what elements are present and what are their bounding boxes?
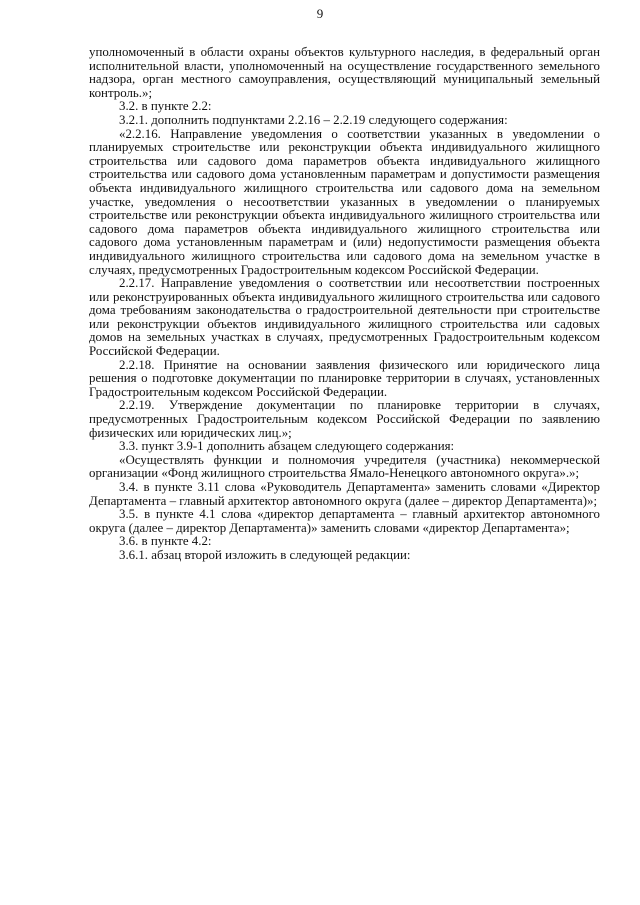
document-body (89, 46, 600, 563)
paragraph-2: 3.2. в пункте 2.2: (119, 99, 212, 114)
paragraph-13: 3.6.1. абзац второй изложить в следующей редакции: (119, 547, 411, 562)
paragraph-12: 3.6. в пункте 4.2: (119, 534, 212, 549)
page-number: 9 (316, 6, 324, 21)
paragraph-5: 2.2.17. Направление уведомления о соответствии или несоответствии построенных или реконструированных объекта индивидуального жилищного строительства или садового дома требованиям законодательства о градостроительной деятельности при строительстве или реконструкции объектов индивидуального жилищного строительства или садовых домов на земельных участках в случаях, предусмотренных Градостроительным кодексом Российской Федерации. (89, 276, 600, 359)
paragraph-7: 2.2.19. Утверждение документации по планировке территории в случаях, предусмотренных Градостроительным кодексом Российской Федерации по заявлению физических или юридических лиц.»; (89, 398, 600, 440)
paragraph-10: 3.4. в пункте 3.11 слова «Руководитель Департамента» заменить словами «Директор Департамента – главный архитектор автономного округа (далее – директор Департамента)»; (89, 480, 600, 508)
paragraph-9: «Осуществлять функции и полномочия учредителя (участника) некоммерческой организации «Фонд жилищного строительства Ямало-Ненецкого автономного округа».»; (89, 452, 600, 481)
paragraph-11: 3.5. в пункте 4.1 слова «директор департамента – главный архитектор автономного округа (далее – директор Департамента)» заменить словами «директор Департамента»; (89, 507, 600, 535)
paragraph-8: 3.3. пункт 3.9-1 дополнить абзацем следующего содержания: (119, 439, 455, 454)
paragraph-6: 2.2.18. Принятие на основании заявления физического или юридического лица решения о подготовке документации по планировке территории в случаях, установленных Градостроительным кодексом Российской Федерации. (89, 357, 600, 399)
paragraph-4: «2.2.16. Направление уведомления о соответствии указанных в уведомлении о планируемых строительстве или реконструкции объекта индивидуального жилищного строительства или садового дома параметров объекта индивидуального жилищного строительства или садового дома установленным параметрам и допустимости размещения объекта индивидуального жилищного строительства или садового дома на земельном участке, уведомления о несоответствии указанных в уведомлении о планируемых строительстве или реконструкции объекта индивидуального жилищного строительства или садового дома параметров объекта индивидуального жилищного строительства или садового дома установленным параметрам и (или) недопустимости размещения объекта индивидуального жилищного строительства или садового дома на земельном участке в случаях, предусмотренных Градостроительным кодексом Российской Федерации. (89, 126, 600, 277)
paragraph-1: уполномоченный в области охраны объектов культурного наследия, в федеральный орган исполнительной власти, уполномоченный на осуществление государственного земельного надзора, орган местного самоуправления, осуществляющий муниципальный земельный контроль.»; (89, 45, 600, 100)
paragraph-3: 3.2.1. дополнить подпунктами 2.2.16 – 2.2.19 следующего содержания: (119, 112, 508, 127)
